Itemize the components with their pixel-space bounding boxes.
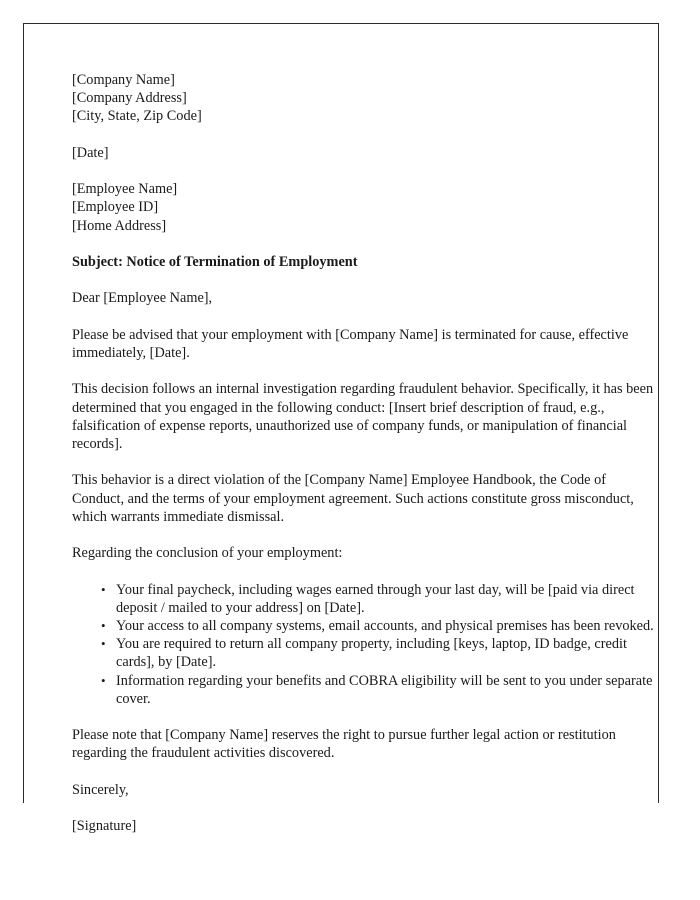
body-paragraph-3: This behavior is a direct violation of the [Company Name] Employee Handbook, the Code of Conduct, and the terms of your employment agreement. Such actions constitute gross misconduct, which warrants immediate dismissal. [72,472,634,525]
bullet-icon: • [101,636,106,652]
spacer-after-date [72,162,658,180]
spacer-after-paragraph-2 [72,453,658,471]
list-item [72,635,658,671]
list-item-text: You are required to return all company property, including [keys, laptop, ID badge, credit cards], by [Date]. [116,636,627,671]
spacer-after-sender [72,126,658,144]
spacer-after-closing-paragraph [72,763,658,781]
spacer-before-bullets [72,562,658,580]
spacer-after-subject [72,271,658,289]
document-body [72,71,658,835]
body-paragraph-1: Please be advised that your employment with [Company Name] is terminated for cause, effective immediately, [Date]. [72,326,629,361]
signature-placeholder: [Signature] [72,818,137,835]
sender-address-block [72,71,658,126]
spacer-after-paragraph-1 [72,362,658,380]
spacer-after-paragraph-3 [72,526,658,544]
date-line: [Date] [72,144,109,161]
salutation: Dear [Employee Name], [72,290,213,307]
date-block [72,144,658,162]
list-item-text: Your access to all company systems, email accounts, and physical premises has been revoked. [116,617,654,634]
sender-city-state-zip: [City, State, Zip Code] [72,108,202,125]
subject-line: Subject: Notice of Termination of Employment [72,253,358,270]
sender-company-name: [Company Name] [72,72,175,88]
sender-company-address: [Company Address] [72,90,187,107]
bullet-icon: • [101,672,106,688]
spacer-after-recipient [72,235,658,253]
spacer-after-bullets [72,708,658,726]
list-item [72,581,658,617]
sign-off: Sincerely, [72,781,129,798]
document-page-frame [23,23,659,835]
list-item [72,617,658,635]
recipient-home-address: [Home Address] [72,217,167,234]
list-item-text: Information regarding your benefits and COBRA eligibility will be sent to you under separate cover. [116,672,653,707]
body-paragraph-2: This decision follows an internal investigation regarding fraudulent behavior. Specifically, it has been determined that you engaged in the following conduct: [Insert brief description of fraud, e.g., falsification of expense reports, unauthorized use of company funds, or manipulation of financial records]. [72,381,654,452]
recipient-employee-name: [Employee Name] [72,181,178,198]
list-item-text: Your final paycheck, including wages earned through your last day, will be [paid via direct deposit / mailed to your address] on [Date]. [116,581,635,616]
spacer-after-sign-off [72,799,658,817]
list-intro-line: Regarding the conclusion of your employment: [72,545,343,562]
recipient-address-block [72,180,658,235]
bullet-icon: • [101,581,106,597]
termination-terms-list [72,581,658,708]
spacer-after-salutation [72,308,658,326]
closing-paragraph: Please note that [Company Name] reserves the right to pursue further legal action or restitution regarding the fraudulent activities discovered. [72,727,616,762]
recipient-employee-id: [Employee ID] [72,199,159,216]
bullet-icon: • [101,617,106,633]
list-item [72,672,658,708]
